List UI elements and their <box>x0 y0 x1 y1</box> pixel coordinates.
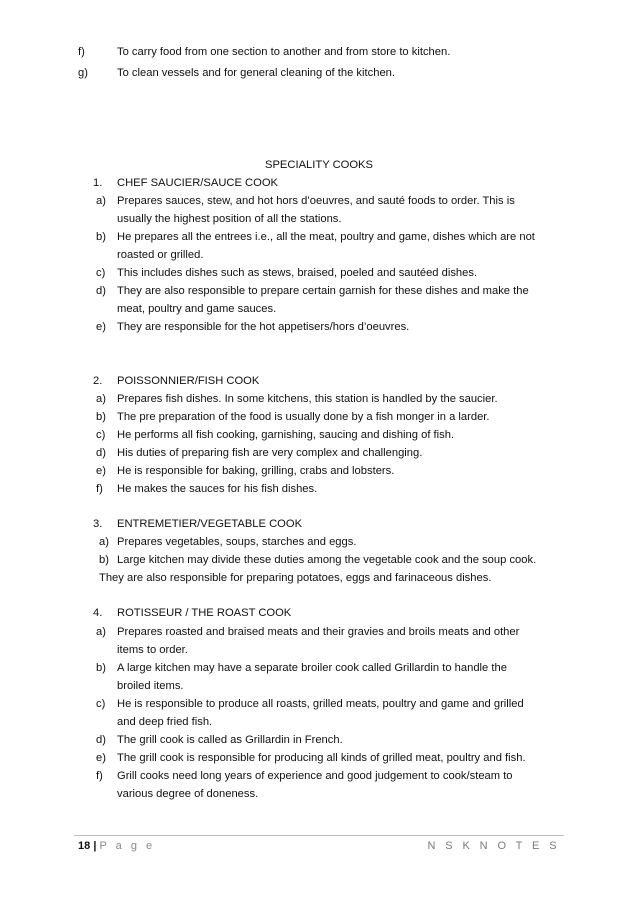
item-line: items to order. <box>117 644 188 656</box>
item-line: He makes the sauces for his fish dishes. <box>117 483 318 495</box>
cook-heading: POISSONNIER/FISH COOK <box>117 375 260 387</box>
cook-heading: ENTREMETIER/VEGETABLE COOK <box>117 518 303 530</box>
top-item-label: g) <box>78 67 88 79</box>
cook-heading: CHEF SAUCIER/SAUCE COOK <box>117 177 279 189</box>
item-label: a) <box>96 195 106 207</box>
item-line: He prepares all the entrees i.e., all the meat, poultry and game, dishes which are not <box>117 231 535 243</box>
item-label: a) <box>96 393 106 405</box>
item-label: a) <box>96 626 106 638</box>
item-line: He is responsible to produce all roasts, grilled meats, poultry and game and grilled <box>117 698 524 710</box>
item-label: c) <box>96 267 106 279</box>
item-line: usually the highest position of all the stations. <box>117 213 342 225</box>
item-label: b) <box>96 411 106 423</box>
item-line: Prepares vegetables, soups, starches and eggs. <box>117 536 357 548</box>
page-separator: | <box>93 840 97 852</box>
item-line: meat, poultry and game sauces. <box>117 303 277 315</box>
item-label: b) <box>96 231 106 243</box>
item-label: e) <box>96 321 106 333</box>
item-label: f) <box>96 483 103 495</box>
item-line: Prepares fish dishes. In some kitchens, this station is handled by the saucier. <box>117 393 498 405</box>
cook-number: 3. <box>93 518 103 530</box>
item-label: b) <box>99 554 109 566</box>
page-word: P a g e <box>99 840 156 852</box>
cook-number: 1. <box>93 177 103 189</box>
item-line: The pre preparation of the food is usually done by a fish monger in a larder. <box>117 411 490 423</box>
item-label: e) <box>96 752 106 764</box>
item-line: They are also responsible to prepare certain garnish for these dishes and make the <box>117 285 529 297</box>
top-item-label: f) <box>78 46 85 58</box>
item-label: b) <box>96 662 106 674</box>
item-line: A large kitchen may have a separate broiler cook called Grillardin to handle the <box>117 662 507 674</box>
item-line: He is responsible for baking, grilling, crabs and lobsters. <box>117 465 395 477</box>
section-note: They are also responsible for preparing potatoes, eggs and farinaceous dishes. <box>99 572 492 584</box>
item-line: The grill cook is responsible for producing all kinds of grilled meat, poultry and fish. <box>117 752 526 764</box>
cook-heading: ROTISSEUR / THE ROAST COOK <box>117 607 292 619</box>
item-label: f) <box>96 770 103 782</box>
item-label: d) <box>96 734 106 746</box>
footer-notes-label: N S K N O T E S <box>427 840 560 852</box>
item-label: c) <box>96 698 106 710</box>
cook-number: 2. <box>93 375 103 387</box>
footer-divider <box>74 835 564 836</box>
item-line: Large kitchen may divide these duties among the vegetable cook and the soup cook. <box>117 554 537 566</box>
item-label: e) <box>96 465 106 477</box>
section-title: SPECIALITY COOKS <box>265 159 373 171</box>
item-line: His duties of preparing fish are very complex and challenging. <box>117 447 423 459</box>
item-line: broiled items. <box>117 680 184 692</box>
top-item-text: To clean vessels and for general cleaning of the kitchen. <box>117 67 395 79</box>
item-line: They are responsible for the hot appetisers/hors d’oeuvres. <box>117 321 410 333</box>
item-label: d) <box>96 285 106 297</box>
item-line: The grill cook is called as Grillardin in French. <box>117 734 343 746</box>
top-item-text: To carry food from one section to another and from store to kitchen. <box>117 46 451 58</box>
item-line: He performs all fish cooking, garnishing, saucing and dishing of fish. <box>117 429 455 441</box>
cook-number: 4. <box>93 607 103 619</box>
item-label: d) <box>96 447 106 459</box>
item-line: Prepares roasted and braised meats and their gravies and broils meats and other <box>117 626 520 638</box>
item-line: This includes dishes such as stews, braised, poeled and sautéed dishes. <box>117 267 478 279</box>
item-label: c) <box>96 429 106 441</box>
item-label: a) <box>99 536 109 548</box>
item-line: roasted or grilled. <box>117 249 204 261</box>
item-line: Grill cooks need long years of experience and good judgement to cook/steam to <box>117 770 513 782</box>
item-line: Prepares sauces, stew, and hot hors d’oeuvres, and sauté foods to order. This is <box>117 195 515 207</box>
page-number: 18 <box>78 840 91 852</box>
item-line: various degree of doneness. <box>117 788 259 800</box>
footer-page-info <box>78 840 155 852</box>
item-line: and deep fried fish. <box>117 716 213 728</box>
